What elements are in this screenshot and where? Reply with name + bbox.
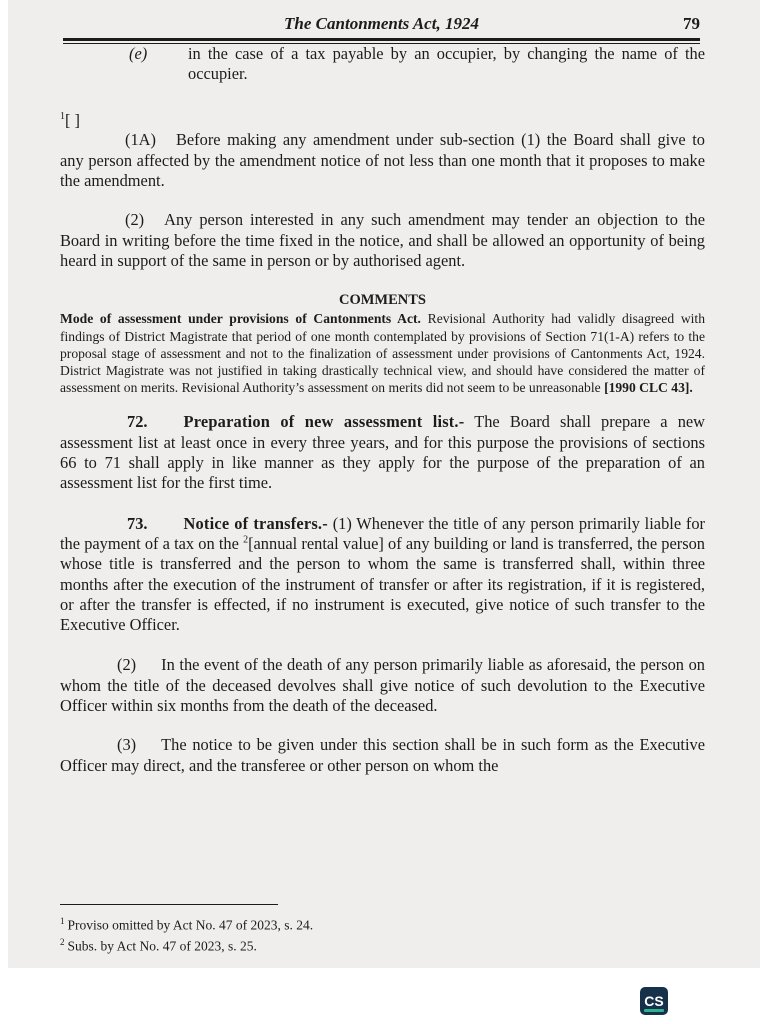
- footnote-2: [60, 934, 560, 955]
- footnotes: [60, 913, 560, 954]
- footnote-ref-1: 1: [60, 110, 65, 122]
- section-text: The Board shall prepare a new assessment list at least once in every three years, and for this purpose the provisions of sections 66 to 71 shall apply in like manner as they apply for the purpose of the preparation of an assessment list for the first time.: [60, 412, 705, 493]
- document-page: [8, 0, 760, 968]
- comments-heading: COMMENTS: [339, 292, 426, 309]
- section-text-part1: (1) Whenever the title of any person primarily liable for the payment of a tax on the: [60, 513, 705, 553]
- header-rule-thick: [63, 38, 700, 41]
- footnote-1: [60, 913, 560, 934]
- footnote-text: Subs. by Act No. 47 of 2023, s. 25.: [67, 938, 257, 953]
- comment-lead: Mode of assessment under provisions of Cantonments Act.: [60, 311, 421, 327]
- header-title: The Cantonments Act, 1924: [284, 14, 479, 33]
- subsection-number: (2): [117, 655, 137, 675]
- footnote-text: Proviso omitted by Act No. 47 of 2023, s. 24.: [67, 917, 314, 933]
- omitted-brackets: [ ]: [65, 110, 81, 130]
- section-text-part2: [annual rental value] of any building or land is transferred, the person whose title is transferred and the person to whom the same is transferred shall, within three months after the execution of the instrument of transfer or after its registration, if it is registered, or after the transfer is effected, if no instrument is executed, give notice of such transfer to the Executive Officer.: [60, 533, 705, 635]
- comment-text: [60, 310, 705, 396]
- footnote-mark: 1: [60, 916, 65, 926]
- footnote-rule: [60, 904, 278, 905]
- footnote-mark: 2: [60, 936, 65, 947]
- page-number: 79: [683, 14, 700, 33]
- section-number: 72.: [127, 412, 148, 432]
- page-body: [60, 44, 705, 795]
- comment-body: Revisional Authority had validly disagreed with findings of District Magistrate that period of one month contemplated by provisions of Section 71(1-A) refers to the proposal stage of assessment and not to the finalization of assessment under provisions of Cantonments Act, 1924. District Magistrate was not justified in taking drastically technical view, and should have considered the matter of assessment on merits. Revisional Authority’s assessment on merits did not seem to be unreasonable: [60, 311, 705, 396]
- clause-text: in the case of a tax payable by an occupier, by changing the name of the occupier.: [188, 44, 705, 84]
- subsection-text: Before making any amendment under sub-section (1) the Board shall give to any person affected by the amendment notice of not less than one month that it proposes to make the amendment.: [60, 130, 705, 190]
- omitted-proviso: [60, 107, 705, 131]
- section-heading: Notice of transfers.-: [183, 513, 328, 533]
- running-header: [63, 14, 700, 34]
- subsection-1a: [60, 130, 705, 191]
- clause-e: [60, 44, 705, 85]
- subsection-73-3: [60, 735, 705, 776]
- subsection-text: The notice to be given under this section shall be in such form as the Executive Officer may direct, and the transferee or other person on whom the: [60, 735, 705, 775]
- subsection-number: (2): [125, 210, 145, 230]
- clause-marker: (e): [129, 44, 148, 63]
- subsection-2: [60, 210, 705, 271]
- section-72: [60, 412, 705, 493]
- section-73: [60, 514, 705, 636]
- section-heading: Preparation of new assessment list.-: [183, 412, 465, 432]
- subsection-text: In the event of the death of any person primarily liable as aforesaid, the person on whom the title of the deceased devolves shall give notice of such devolution to the Executive Officer within six months from the death of the deceased.: [60, 655, 705, 716]
- subsection-text: Any person interested in any such amendment may tender an objection to the Board in writing before the time fixed in the notice, and shall be allowed an opportunity of being heard in support of the same in person or by authorised agent.: [60, 210, 705, 270]
- section-number: 73.: [127, 513, 148, 533]
- camscanner-logo: CS: [640, 987, 668, 1015]
- subsection-73-2: [60, 655, 705, 716]
- subsection-number: (1A): [125, 130, 156, 150]
- subsection-number: (3): [117, 735, 137, 755]
- footnote-ref-2: 2: [243, 534, 249, 546]
- comment-citation: [1990 CLC 43].: [604, 380, 693, 396]
